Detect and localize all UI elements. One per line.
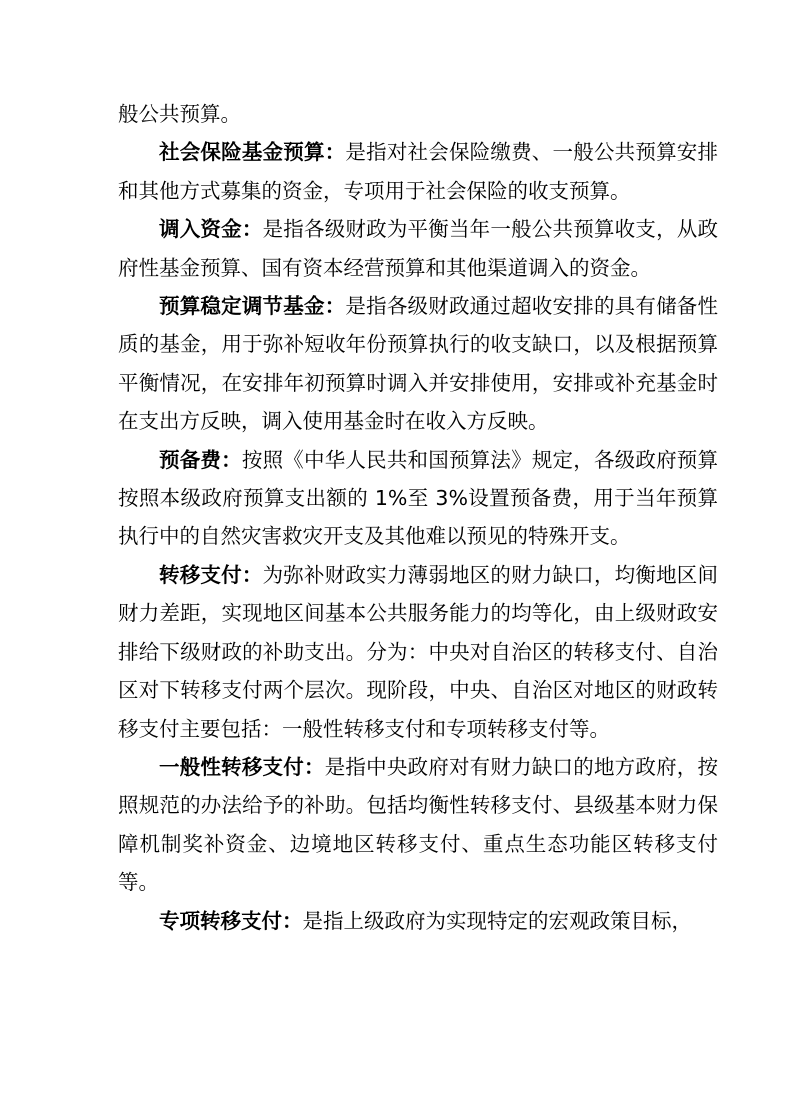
term-heading: 社会保险基金预算： [159,140,346,165]
term-heading: 转移支付： [159,562,263,587]
paragraph-general-budget-continuation [118,95,718,133]
paragraph-reserve-fund [118,441,718,556]
term-heading: 预算稳定调节基金： [159,294,346,319]
document-page [118,95,718,940]
term-heading: 一般性转移支付： [159,754,325,779]
paragraph-special-transfer-payment [118,902,718,940]
paragraph-text: 般公共预算。 [118,102,241,126]
paragraph-text: 是指各级财政通过超收安排的具有储备性质的基金，用于弥补短收年份预算执行的收支缺口，以及根据预算平衡情况，在安排年初预算时调入并安排使用，安排或补充基金时在支出方反映，调入使用基金时在收入方反映。 [118,294,719,434]
paragraph-text: 为弥补财政实力薄弱地区的财力缺口，均衡地区间财力差距，实现地区间基本公共服务能力的均等化，由上级财政安排给下级财政的补助支出。分为：中央对自治区的转移支付、自治区对下转移支付两个层次。现阶段，中央、自治区对地区的财政转移支付主要包括：一般性转移支付和专项转移支付等。 [118,562,719,741]
paragraph-social-insurance-fund-budget [118,133,718,210]
term-heading: 专项转移支付： [159,908,303,933]
paragraph-text: 是指上级政府为实现特定的宏观政策目标， [302,908,692,933]
paragraph-budget-stabilization-fund [118,287,718,441]
paragraph-transferred-funds [118,210,718,287]
term-heading: 调入资金： [159,217,263,242]
paragraph-text: 按照《中华人民共和国预算法》规定，各级政府预算按照本级政府预算支出额的 1%至 3%设置预备费，用于当年预算执行中的自然灾害救灾开支及其他难以预见的特殊开支。 [118,447,719,549]
paragraph-transfer-payment [118,556,718,748]
paragraph-text: 是指各级财政为平衡当年一般公共预算收支，从政府性基金预算、国有资本经营预算和其他渠道调入的资金。 [118,217,719,280]
paragraph-text: 是指中央政府对有财力缺口的地方政府，按照规范的办法给予的补助。包括均衡性转移支付、县级基本财力保障机制奖补资金、边境地区转移支付、重点生态功能区转移支付等。 [118,754,719,895]
paragraph-text: 是指对社会保险缴费、一般公共预算安排和其他方式募集的资金，专项用于社会保险的收支预算。 [118,140,719,203]
term-heading: 预备费： [159,447,242,472]
paragraph-general-transfer-payment [118,748,718,902]
